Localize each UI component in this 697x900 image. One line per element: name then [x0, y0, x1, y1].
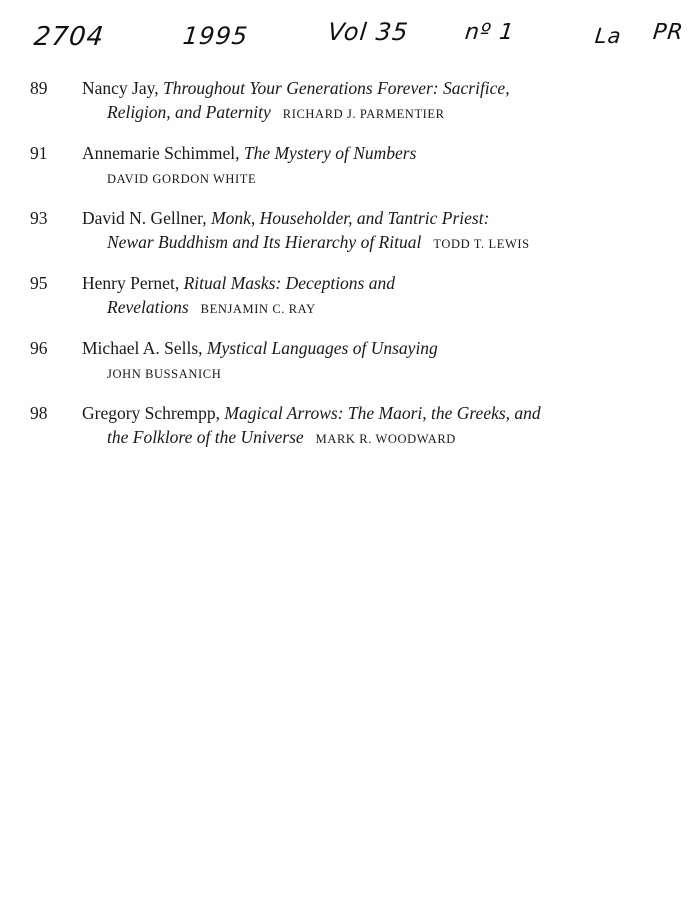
reviewer-name: JOHN BUSSANICH	[107, 367, 222, 381]
book-title: Ritual Masks: Deceptions and	[183, 273, 395, 293]
reviewer-name: DAVID GORDON WHITE	[107, 172, 257, 186]
reviewer-name: BENJAMIN C. RAY	[200, 302, 316, 316]
book-title-continued: Revelations	[107, 297, 189, 317]
page-number: 91	[30, 143, 48, 163]
review-entry	[0, 401, 697, 449]
book-title-continued: Religion, and Paternity	[107, 102, 271, 122]
review-entry	[0, 271, 697, 319]
page-number: 89	[30, 78, 48, 98]
book-author: Gregory Schrempp,	[82, 403, 221, 423]
review-entry	[0, 76, 697, 124]
book-title: Throughout Your Generations Forever: Sacrifice,	[163, 78, 510, 98]
book-title: Mystical Languages of Unsaying	[206, 338, 438, 358]
book-title: The Mystery of Numbers	[243, 143, 417, 163]
review-entry	[0, 206, 697, 254]
handwritten-year: 1995	[181, 22, 250, 50]
handwritten-accession-number: 2704	[32, 22, 106, 52]
review-entry	[0, 336, 697, 384]
book-title: Magical Arrows: The Maori, the Greeks, and	[224, 403, 541, 423]
book-title-continued: the Folklore of the Universe	[107, 427, 304, 447]
reviewer-name: RICHARD J. PARMENTIER	[282, 107, 445, 121]
book-author: Michael A. Sells,	[82, 338, 203, 358]
book-author: Nancy Jay,	[82, 78, 159, 98]
book-title: Monk, Householder, and Tantric Priest:	[211, 208, 490, 228]
page-number: 98	[30, 403, 48, 423]
handwritten-issue-number: nº 1	[463, 20, 516, 45]
handwritten-volume: Vol 35	[326, 18, 411, 46]
book-author: Annemarie Schimmel,	[82, 143, 240, 163]
book-title-continued: Newar Buddhism and Its Hierarchy of Ritual	[107, 232, 422, 252]
handwritten-code: PR	[651, 20, 685, 45]
handwritten-initials: La	[593, 24, 623, 48]
page-number: 93	[30, 208, 48, 228]
book-review-list	[0, 76, 697, 466]
book-author: Henry Pernet,	[82, 273, 180, 293]
review-entry	[0, 141, 697, 189]
page-number: 96	[30, 338, 48, 358]
page-number: 95	[30, 273, 48, 293]
book-author: David N. Gellner,	[82, 208, 207, 228]
reviewer-name: TODD T. LEWIS	[433, 237, 530, 251]
reviewer-name: MARK R. WOODWARD	[315, 432, 456, 446]
